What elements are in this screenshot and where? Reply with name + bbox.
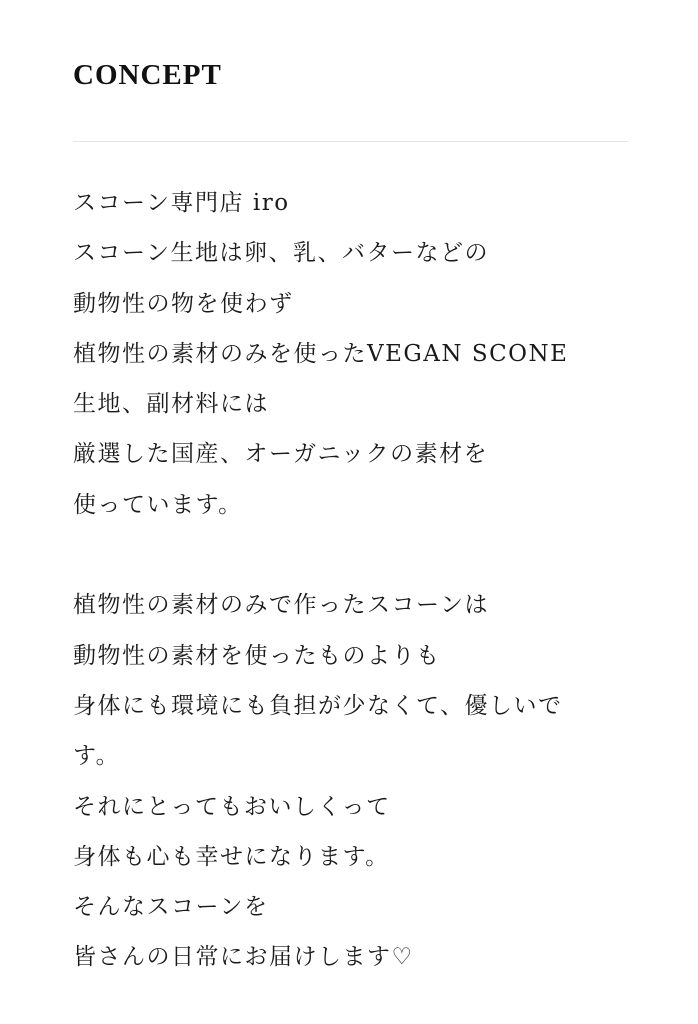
text-line: 植物性の素材のみで作ったスコーンは [73, 592, 490, 619]
text-line: 動物性の物を使わず [73, 290, 294, 317]
text-line: 動物性の素材を使ったものよりも [73, 642, 441, 669]
text-line: 身体も心も幸せになります。 [73, 843, 390, 870]
text-line: す。 [73, 743, 121, 770]
text-line: スコーン専門店 iro [73, 190, 290, 216]
concept-section [73, 0, 628, 983]
text-line: 生地、副材料には [73, 391, 269, 418]
text-line: そんなスコーンを [73, 894, 269, 921]
paragraph-2 [73, 580, 628, 982]
text-line: 植物性の素材のみを使ったVEGAN SCONE [73, 340, 569, 367]
paragraph-spacer [73, 530, 628, 580]
section-title: CONCEPT [73, 59, 222, 91]
text-line: 厳選した国産、オーガニックの素材を [73, 441, 489, 468]
text-line: 皆さんの日常にお届けします♡ [73, 944, 414, 971]
text-line: 身体にも環境にも負担が少なくて、優しいで [73, 692, 563, 719]
concept-body [73, 178, 628, 983]
text-line: それにとってもおいしくって [73, 793, 391, 820]
divider [73, 141, 628, 142]
text-line: 使っています。 [73, 491, 243, 518]
text-line: スコーン生地は卵、乳、バターなどの [73, 240, 490, 267]
paragraph-1 [73, 178, 628, 530]
